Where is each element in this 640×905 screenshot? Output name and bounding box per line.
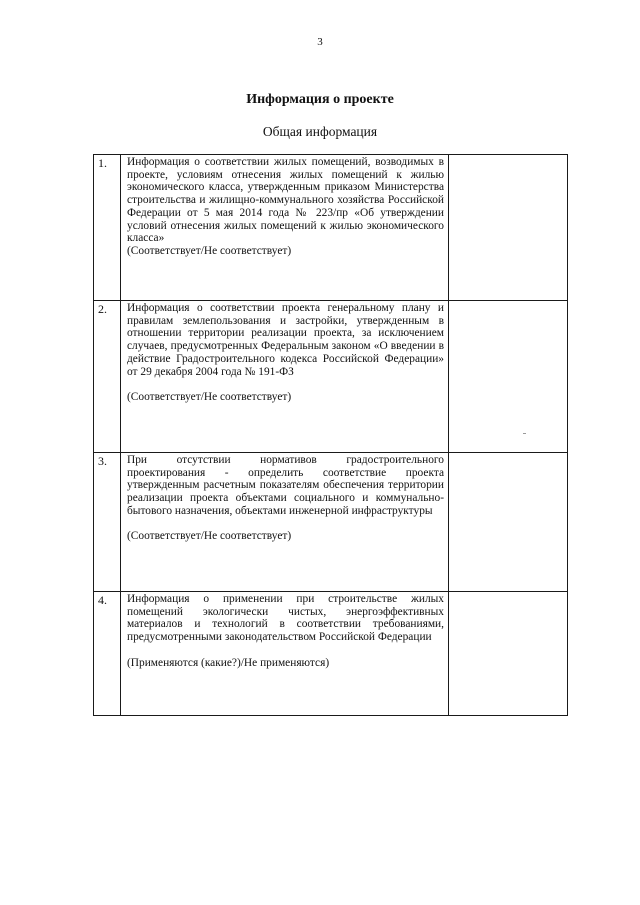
- row-number: 2.: [94, 301, 121, 453]
- row-description: [121, 592, 449, 716]
- row-description-text: При отсутствии нормативов градостроительного проектирования - определить соответствие проекта утвержденным расчетным показателям обеспечения территории реализации проекта объектами социального и коммунально-бытового назначения, объектами инженерной инфраструктуры: [127, 454, 444, 517]
- row-status-options: (Соответствует/Не соответствует): [127, 390, 292, 403]
- row-description-text: Информация о соответствии проекта генеральному плану и правилам землепользования и застройки, утвержденным в отношении территории реализации проекта, за исключением случаев, предусмотренных Федеральным законом «О введении в действие Градостроительного кодекса Российской Федерации» от 29 декабря 2004 года № 191-ФЗ: [127, 302, 444, 378]
- row-status-options: (Соответствует/Не соответствует): [127, 530, 292, 543]
- document-subtitle: Общая информация: [262, 124, 378, 139]
- row-number: 1.: [94, 155, 121, 301]
- row-description: [121, 453, 449, 592]
- table-row: [94, 301, 568, 453]
- page-number: 3: [317, 36, 323, 48]
- row-description-text: Информация о применении при строительстве жилых помещений экологически чистых, энергоэффективных материалов и технологий в соответствии требованиями, предусмотренными законодательством Российской Федерации: [127, 593, 444, 644]
- row-answer-cell[interactable]: [449, 453, 568, 592]
- project-info-table: [93, 154, 568, 716]
- row-status-options: (Соответствует/Не соответствует): [127, 244, 292, 257]
- table-row: [94, 155, 568, 301]
- document-title: Информация о проекте: [246, 92, 394, 107]
- row-description: [121, 301, 449, 453]
- row-number: 4.: [94, 592, 121, 716]
- table-row: [94, 453, 568, 592]
- table-row: [94, 592, 568, 716]
- row-answer-cell[interactable]: [449, 155, 568, 301]
- row-status-options: (Применяются (какие?)/Не применяются): [127, 656, 330, 669]
- row-answer-cell[interactable]: [449, 301, 568, 453]
- row-description: [121, 155, 449, 301]
- row-number: 3.: [94, 453, 121, 592]
- row-description-text: Информация о соответствии жилых помещений, возводимых в проекте, условиям отнесения жилых помещений к жилью экономического класса, утвержденным приказом Министерства строительства и жилищно-коммунального хозяйства Российской Федерации от 5 мая 2014 года № 223/пр «Об утверждении условий отнесения жилых помещений к жилью экономического класса»: [127, 156, 444, 245]
- scan-speck: [523, 433, 526, 434]
- row-answer-cell[interactable]: [449, 592, 568, 716]
